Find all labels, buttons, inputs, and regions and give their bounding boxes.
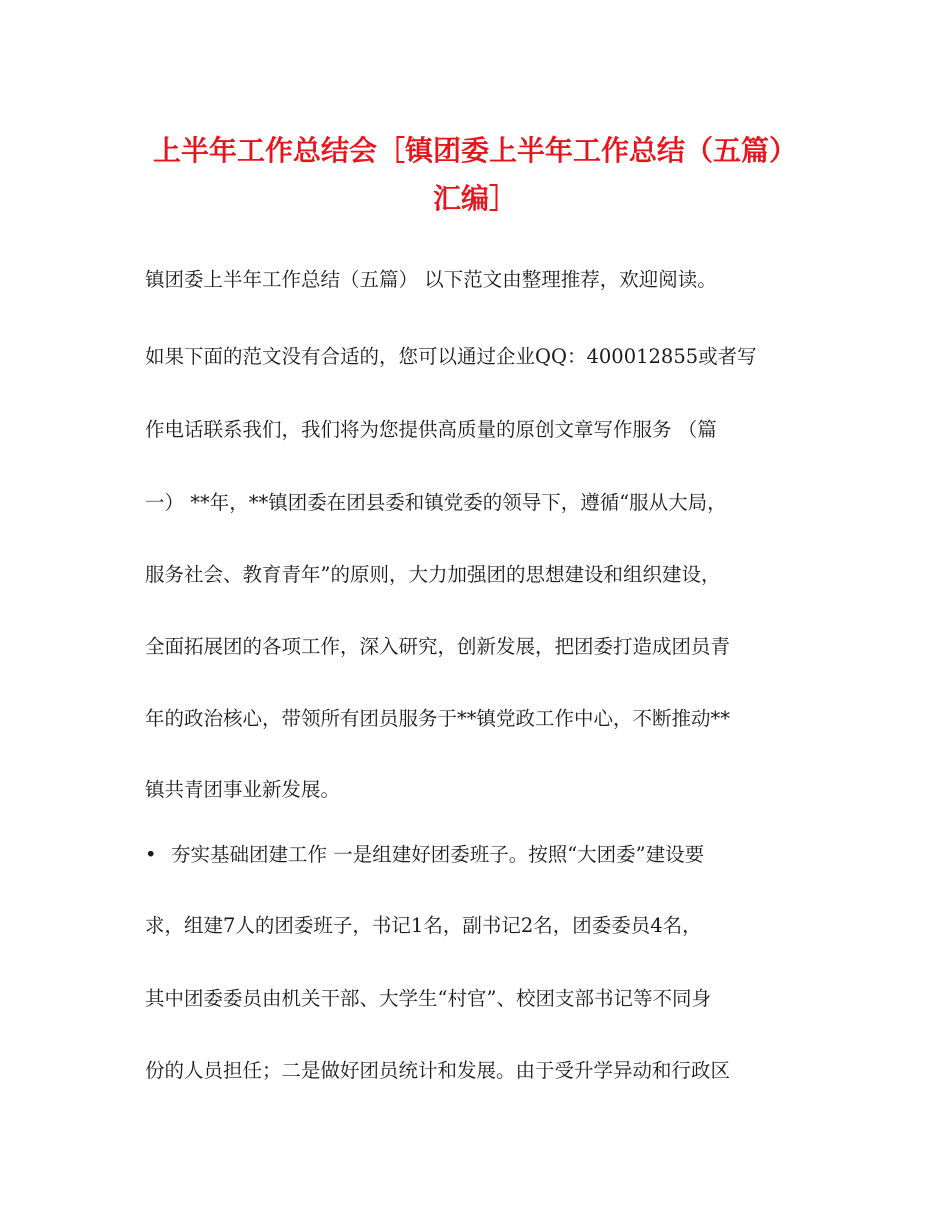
bullet-line-2: 求，组建7人的团委班子，书记1名，副书记2名，团委委员4名， xyxy=(145,914,702,937)
bullet-marker: • xyxy=(145,843,157,866)
body-line-1: 镇团委上半年工作总结（五篇） 以下范文由整理推荐，欢迎阅读。 xyxy=(145,268,717,291)
bullet-line-4: 份的人员担任；二是做好团员统计和发展。由于受升学异动和行政区 xyxy=(145,1059,731,1082)
body-line-3: 作电话联系我们，我们将为您提供高质量的原创文章写作服务 （篇 xyxy=(145,418,717,441)
body-line-5: 服务社会、教育青年”的原则，大力加强团的思想建设和组织建设， xyxy=(145,563,721,586)
bullet-line-1: 夯实基础团建工作 一是组建好团委班子。按照“大团委”建设要 xyxy=(171,843,705,866)
body-line-6: 全面拓展团的各项工作，深入研究，创新发展，把团委打造成团员青 xyxy=(145,635,731,658)
body-line-8: 镇共青团事业新发展。 xyxy=(145,778,341,801)
body-line-7: 年的政治核心，带领所有团员服务于**镇党政工作中心，不断推动** xyxy=(145,707,731,730)
body-line-2: 如果下面的范文没有合适的，您可以通过企业QQ：400012855或者写 xyxy=(145,345,757,368)
body-line-4: 一） **年，**镇团委在团县委和镇党委的领导下，遵循“服从大局， xyxy=(145,491,727,514)
bullet-line-3: 其中团委委员由机关干部、大学生“村官”、校团支部书记等不同身 xyxy=(145,987,711,1010)
document-title-line-1: 上半年工作总结会［镇团委上半年工作总结（五篇） xyxy=(152,134,797,167)
document-title-line-2: 汇编］ xyxy=(432,182,517,215)
bullet-item xyxy=(145,841,805,869)
